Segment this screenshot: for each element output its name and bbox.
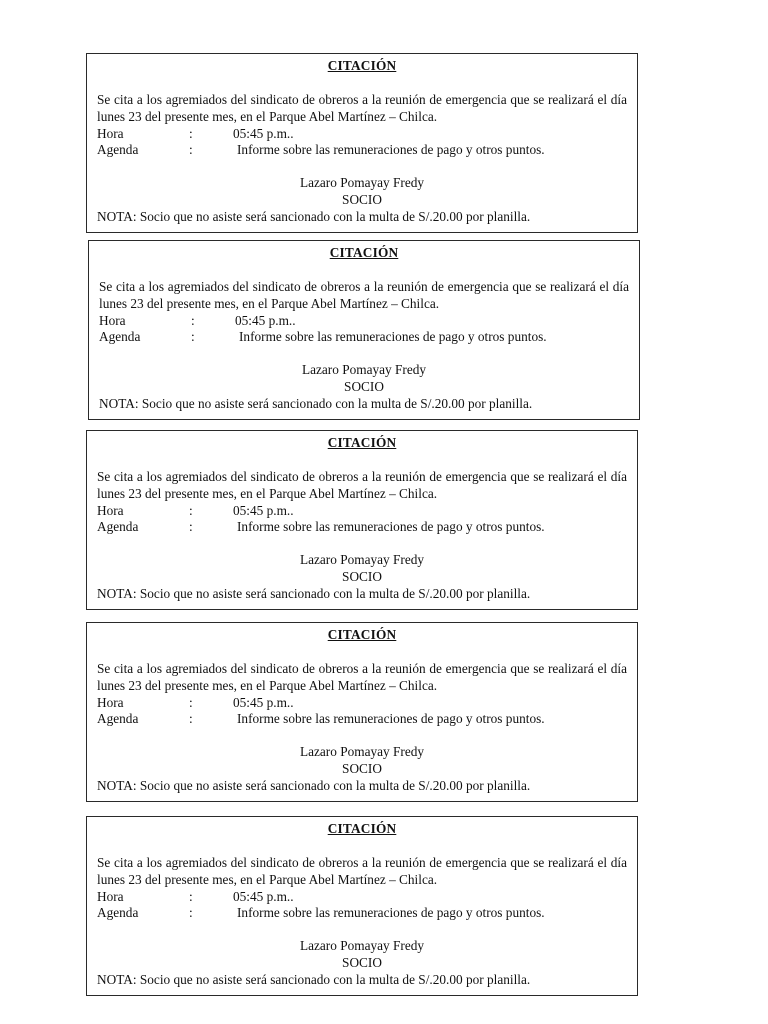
citation-title: CITACIÓN [329, 245, 399, 260]
agenda-value: Informe sobre las remuneraciones de pago y otros puntos. [237, 711, 545, 727]
citation-intro: Se cita a los agremiados del sindicato de obreros a la reunión de emergencia que se realizará el día lunes 23 del presente mes, en el Parque Abel Martínez – Chilca. [97, 661, 627, 693]
citation-note: NOTA: Socio que no asiste será sancionado con la multa de S/.20.00 por planilla. [99, 395, 533, 411]
citation-box [86, 430, 638, 610]
hora-row [99, 313, 629, 330]
citation-title: CITACIÓN [327, 821, 397, 836]
hora-label: Hora [97, 694, 124, 710]
hora-label: Hora [97, 502, 124, 518]
signer-name: Lazaro Pomayay Fredy [299, 744, 425, 760]
hora-colon: : [189, 502, 193, 518]
citation-box [86, 53, 638, 233]
citation-intro: Se cita a los agremiados del sindicato de obreros a la reunión de emergencia que se realizará el día lunes 23 del presente mes, en el Parque Abel Martínez – Chilca. [99, 279, 629, 311]
hora-value: 05:45 p.m.. [233, 694, 294, 710]
agenda-value: Informe sobre las remuneraciones de pago y otros puntos. [239, 329, 547, 345]
agenda-colon: : [189, 905, 193, 921]
hora-row [97, 889, 627, 906]
signer-name: Lazaro Pomayay Fredy [299, 175, 425, 191]
signer-role: SOCIO [342, 760, 382, 776]
agenda-label: Agenda [99, 329, 141, 345]
hora-label: Hora [97, 125, 124, 141]
citation-intro: Se cita a los agremiados del sindicato de obreros a la reunión de emergencia que se realizará el día lunes 23 del presente mes, en el Parque Abel Martínez – Chilca. [97, 855, 627, 887]
agenda-value: Informe sobre las remuneraciones de pago y otros puntos. [237, 519, 545, 535]
hora-label: Hora [97, 888, 124, 904]
citation-note: NOTA: Socio que no asiste será sancionado con la multa de S/.20.00 por planilla. [97, 971, 531, 987]
agenda-label: Agenda [97, 142, 139, 158]
hora-row [97, 126, 627, 143]
signer-role: SOCIO [342, 191, 382, 207]
hora-colon: : [189, 694, 193, 710]
agenda-row [97, 142, 627, 159]
agenda-value: Informe sobre las remuneraciones de pago y otros puntos. [237, 142, 545, 158]
citation-intro: Se cita a los agremiados del sindicato de obreros a la reunión de emergencia que se realizará el día lunes 23 del presente mes, en el Parque Abel Martínez – Chilca. [97, 469, 627, 501]
signature-block [99, 362, 629, 396]
agenda-label: Agenda [97, 711, 139, 727]
agenda-colon: : [189, 711, 193, 727]
hora-colon: : [191, 312, 195, 328]
signer-role: SOCIO [342, 954, 382, 970]
citation-note: NOTA: Socio que no asiste será sancionado con la multa de S/.20.00 por planilla. [97, 777, 531, 793]
agenda-label: Agenda [97, 905, 139, 921]
hora-value: 05:45 p.m.. [233, 502, 294, 518]
hora-row [97, 503, 627, 520]
hora-label: Hora [99, 312, 126, 328]
agenda-value: Informe sobre las remuneraciones de pago y otros puntos. [237, 905, 545, 921]
signature-block [97, 175, 627, 209]
signature-block [97, 744, 627, 778]
citation-note: NOTA: Socio que no asiste será sancionado con la multa de S/.20.00 por planilla. [97, 208, 531, 224]
signer-role: SOCIO [342, 568, 382, 584]
hora-value: 05:45 p.m.. [233, 888, 294, 904]
citation-title: CITACIÓN [327, 58, 397, 73]
citation-box [88, 240, 640, 420]
signature-block [97, 938, 627, 972]
citation-intro: Se cita a los agremiados del sindicato de obreros a la reunión de emergencia que se realizará el día lunes 23 del presente mes, en el Parque Abel Martínez – Chilca. [97, 92, 627, 124]
agenda-colon: : [189, 519, 193, 535]
hora-colon: : [189, 888, 193, 904]
citation-box [86, 816, 638, 996]
signer-name: Lazaro Pomayay Fredy [299, 938, 425, 954]
agenda-row [97, 905, 627, 922]
signer-role: SOCIO [344, 378, 384, 394]
agenda-row [97, 711, 627, 728]
hora-value: 05:45 p.m.. [235, 312, 296, 328]
agenda-colon: : [191, 329, 195, 345]
agenda-row [99, 329, 629, 346]
hora-colon: : [189, 125, 193, 141]
agenda-label: Agenda [97, 519, 139, 535]
signature-block [97, 552, 627, 586]
hora-row [97, 695, 627, 712]
signer-name: Lazaro Pomayay Fredy [301, 362, 427, 378]
agenda-colon: : [189, 142, 193, 158]
citation-box [86, 622, 638, 802]
signer-name: Lazaro Pomayay Fredy [299, 552, 425, 568]
citation-title: CITACIÓN [327, 627, 397, 642]
citation-note: NOTA: Socio que no asiste será sancionado con la multa de S/.20.00 por planilla. [97, 585, 531, 601]
agenda-row [97, 519, 627, 536]
hora-value: 05:45 p.m.. [233, 125, 294, 141]
citation-title: CITACIÓN [327, 435, 397, 450]
